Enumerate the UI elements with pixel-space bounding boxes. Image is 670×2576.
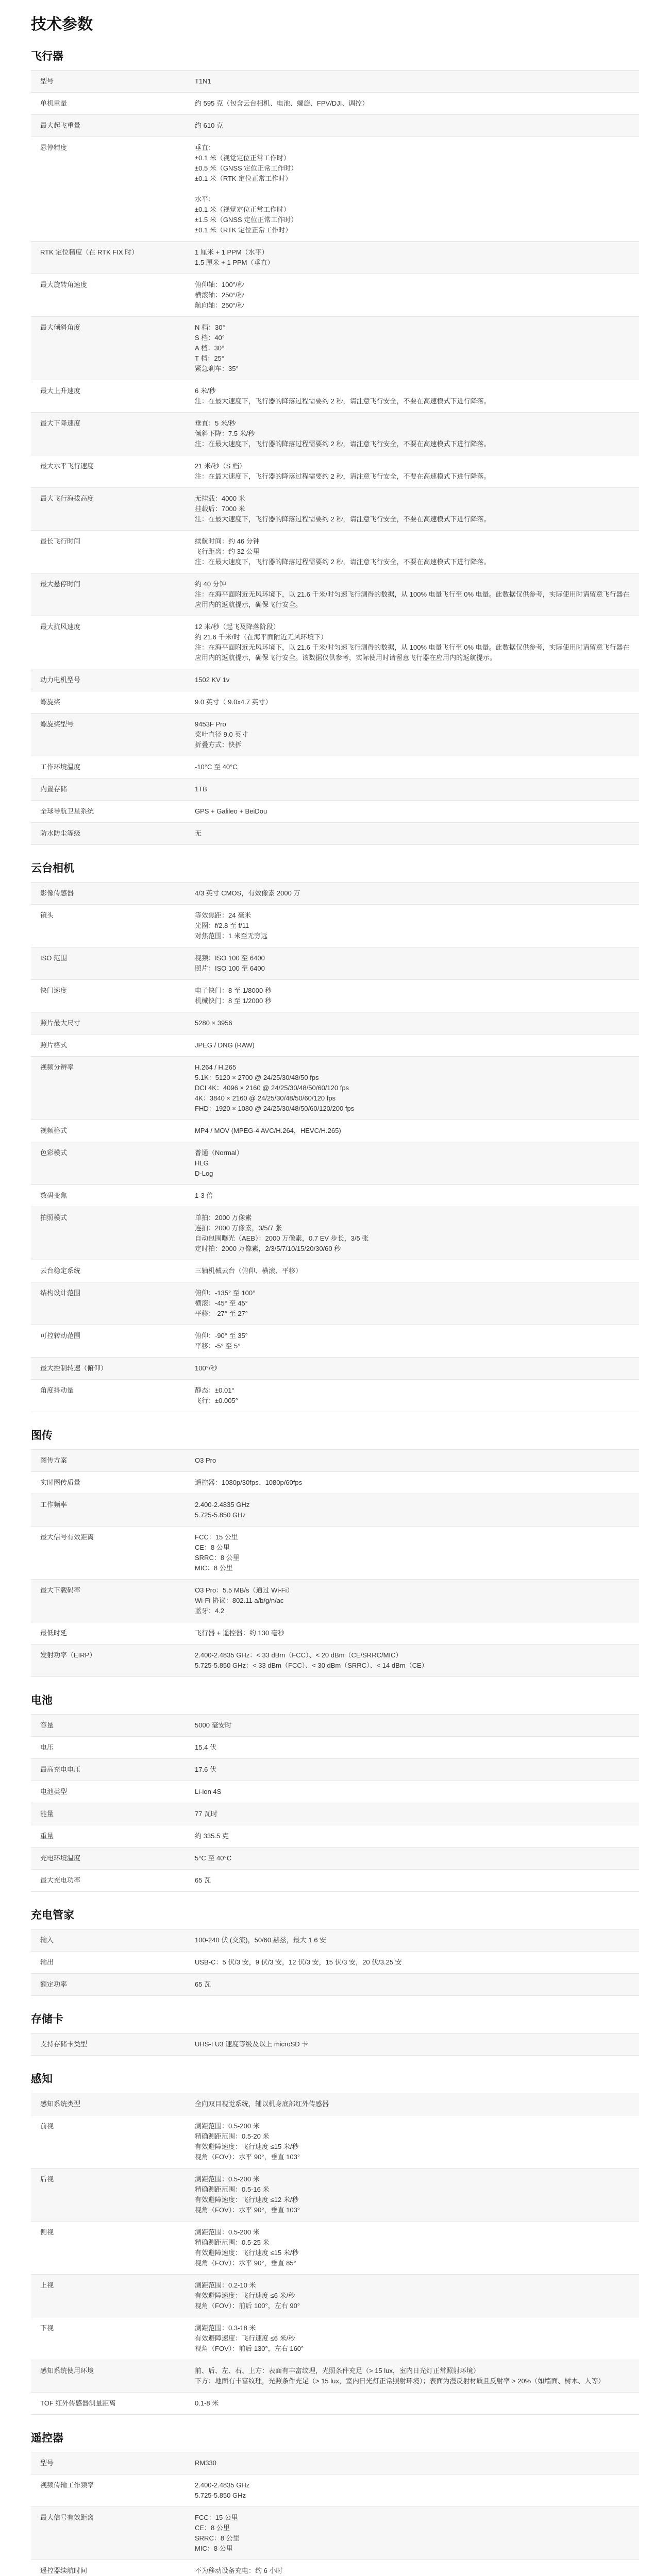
spec-row	[31, 778, 639, 801]
spec-value: 0.1-8 米	[195, 2399, 219, 2407]
spec-value: 21 米/秒（S 档） 注：在最大速度下，飞行器的降落过程需要约 2 秒，请注意飞行安全，不要在高速模式下进行降落。	[195, 462, 491, 480]
spec-value: 垂直：5 米/秒 倾斜下降：7.5 米/秒 注：在最大速度下，飞行器的降落过程需要约 2 秒，请注意飞行安全，不要在高速模式下进行降落。	[195, 419, 491, 448]
spec-section	[31, 1905, 639, 1996]
spec-key: 下视	[40, 2324, 54, 2332]
spec-row	[31, 2475, 639, 2507]
spec-section	[31, 1426, 639, 1677]
section-title: 云台相机	[31, 862, 74, 874]
spec-key: 全球导航卫星系统	[40, 807, 94, 815]
spec-key: 最大下载码率	[40, 1586, 81, 1594]
spec-key: 最大倾斜角度	[40, 324, 81, 331]
spec-row	[31, 2168, 639, 2222]
spec-value: 测距范围：0.2-10 米 有效避障速度：飞行速度 ≤6 米/秒 视角（FOV）：前后 100°，左右 90°	[195, 2281, 300, 2310]
spec-key: 实时图传质量	[40, 1479, 81, 1486]
spec-key: 工作频率	[40, 1501, 68, 1509]
spec-value: 5°C 至 40°C	[195, 1854, 232, 1862]
spec-value: 约 40 分钟 注：在海平面附近无风环境下，以 21.6 千米/时匀速飞行测得的数据，从 100% 电量飞行至 0% 电量。此数据仅供参考，实际使用时请留意飞行器在应用内的返航提示，确保飞行安全。	[195, 580, 630, 608]
spec-key: 容量	[40, 1721, 54, 1729]
spec-value: 无	[195, 829, 202, 837]
spec-value: 俯仰轴：100°/秒 横滚轴：250°/秒 航向轴：250°/秒	[195, 281, 244, 309]
spec-value: GPS + Galileo + BeiDou	[195, 807, 267, 815]
spec-row	[31, 1737, 639, 1759]
spec-row	[31, 1974, 639, 1996]
spec-value: O3 Pro：5.5 MB/s（通过 Wi-Fi） Wi-Fi 协议：802.11 a/b/g/n/ac 蓝牙：4.2	[195, 1586, 294, 1615]
spec-row	[31, 691, 639, 714]
spec-key: 防水防尘等级	[40, 829, 81, 837]
spec-key: 单机重量	[40, 99, 68, 107]
spec-value: 单拍：2000 万像素 连拍：2000 万像素，3/5/7 张 自动包围曝光（AEB）：2000 万像素，0.7 EV 步长，3/5 张 定时拍：2000 万像素，2/3/5/7/10/15/20/30/60 秒	[195, 1214, 369, 1252]
spec-row	[31, 1759, 639, 1781]
spec-value: 普通（Normal） HLG D-Log	[195, 1149, 243, 1177]
spec-value: USB-C：5 伏/3 安，9 伏/3 安，12 伏/3 安，15 伏/3 安，20 伏/3.25 安	[195, 1958, 402, 1966]
spec-row	[31, 71, 639, 93]
spec-row	[31, 1282, 639, 1325]
spec-table	[31, 1929, 639, 1996]
spec-row	[31, 2507, 639, 2560]
spec-value: 1 厘米 + 1 PPM（水平） 1.5 厘米 + 1 PPM（垂直）	[195, 248, 274, 266]
spec-key: 工作环境温度	[40, 763, 81, 771]
spec-section	[31, 1690, 639, 1892]
spec-row	[31, 573, 639, 616]
spec-value: 全向双目视觉系统，辅以机身底部红外传感器	[195, 2100, 329, 2108]
spec-key: 结构设计范围	[40, 1289, 81, 1297]
spec-row	[31, 1142, 639, 1185]
spec-key: TOF 红外传感器测量距离	[40, 2399, 116, 2407]
spec-value: O3 Pro	[195, 1456, 216, 1464]
spec-row	[31, 883, 639, 905]
spec-value: 静态：±0.01° 飞行：±0.005°	[195, 1386, 238, 1404]
spec-value: N 档：30° S 档：40° A 档：30° T 档：25° 紧急刹车：35°	[195, 324, 239, 372]
spec-section	[31, 2009, 639, 2056]
spec-row	[31, 2115, 639, 2168]
spec-key: 最大抗风速度	[40, 623, 81, 631]
spec-table	[31, 2452, 639, 2576]
spec-row	[31, 1120, 639, 1142]
spec-value: 视频：ISO 100 至 6400 照片：ISO 100 至 6400	[195, 954, 265, 972]
spec-key: 数码变焦	[40, 1192, 68, 1199]
spec-row	[31, 1185, 639, 1207]
spec-value: 2.400-2.4835 GHz：< 33 dBm（FCC）、< 20 dBm（CE/SRRC/MIC） 5.725-5.850 GHz：< 33 dBm（FCC）、< 30 dBm（SRRC）、< 14 dBm（CE）	[195, 1651, 428, 1669]
spec-row	[31, 1380, 639, 1412]
spec-row	[31, 1870, 639, 1892]
spec-key: 充电环境温度	[40, 1854, 81, 1862]
spec-row	[31, 1325, 639, 1358]
spec-key: 色彩模式	[40, 1149, 68, 1157]
spec-table	[31, 1449, 639, 1677]
section-title: 电池	[31, 1694, 53, 1706]
spec-value: 等效焦距：24 毫米 光圈：f/2.8 至 f/11 对焦范围：1 米至无穷远	[195, 911, 267, 940]
spec-key: 视频格式	[40, 1127, 68, 1134]
spec-row	[31, 2393, 639, 2415]
spec-key: 照片格式	[40, 1041, 68, 1049]
spec-row	[31, 2317, 639, 2360]
spec-key: 最大控制转速（俯仰）	[40, 1364, 108, 1372]
spec-value: 电子快门：8 至 1/8000 秒 机械快门：8 至 1/2000 秒	[195, 987, 272, 1005]
spec-key: 最大水平飞行速度	[40, 462, 94, 470]
spec-value: 2.400-2.4835 GHz 5.725-5.850 GHz	[195, 2481, 250, 2499]
spec-key: 输入	[40, 1936, 54, 1944]
spec-value: 5280 × 3956	[195, 1019, 232, 1027]
spec-row	[31, 1715, 639, 1737]
spec-row	[31, 115, 639, 137]
section-title: 充电管家	[31, 1909, 74, 1921]
spec-key: 能量	[40, 1810, 54, 1818]
spec-key: 额定功率	[40, 1980, 68, 1988]
spec-table	[31, 882, 639, 1412]
spec-value: 续航时间：约 46 分钟 飞行距离：约 32 公里 注：在最大速度下，飞行器的降落过程需要约 2 秒，请注意飞行安全，不要在高速模式下进行降落。	[195, 537, 491, 566]
spec-row	[31, 1358, 639, 1380]
spec-value: 俯仰：-135° 至 100° 横滚：-45° 至 45° 平移：-27° 至 27°	[195, 1289, 256, 1317]
spec-row	[31, 947, 639, 980]
spec-value: 测距范围：0.5-200 米 精确测距范围：0.5-16 米 有效避障速度：飞行速度 ≤12 米/秒 视角（FOV）：水平 90°，垂直 103°	[195, 2175, 300, 2214]
spec-value: 1-3 倍	[195, 1192, 213, 1199]
spec-value: 100°/秒	[195, 1364, 217, 1372]
spec-row	[31, 1035, 639, 1057]
spec-key: 后视	[40, 2175, 54, 2183]
spec-key: 照片最大尺寸	[40, 1019, 81, 1027]
spec-row	[31, 93, 639, 115]
spec-key: 最高充电电压	[40, 1766, 81, 1773]
spec-key: 感知系统类型	[40, 2100, 81, 2108]
spec-value: 77 瓦时	[195, 1810, 218, 1818]
spec-row	[31, 2275, 639, 2317]
spec-value: 俯仰：-90° 至 35° 平移：-5° 至 5°	[195, 1332, 248, 1350]
spec-row	[31, 905, 639, 947]
spec-key: 螺旋桨型号	[40, 720, 74, 728]
spec-value: 15.4 伏	[195, 1743, 216, 1751]
spec-value: H.264 / H.265 5.1K：5120 × 2700 @ 24/25/30/48/50 fps DCI 4K：4096 × 2160 @ 24/25/30/48/50/60/120 fps 4K：3840 × 2160 @ 24/25/30/48/50/60/120 fps FHD：1920 × 1080 @ 24/25/30/48/50/60/120/200 fps	[195, 1063, 355, 1112]
spec-row	[31, 1929, 639, 1952]
spec-value: 1TB	[195, 785, 207, 793]
section-title: 飞行器	[31, 50, 63, 62]
spec-value: 4/3 英寸 CMOS，有效像素 2000 万	[195, 889, 300, 897]
spec-key: 最大信号有效距离	[40, 1533, 94, 1541]
spec-key: 最大飞行海拔高度	[40, 495, 94, 502]
spec-row	[31, 137, 639, 242]
section-title: 存储卡	[31, 2013, 63, 2025]
spec-table	[31, 2033, 639, 2056]
spec-row	[31, 616, 639, 669]
spec-key: 视频分辨率	[40, 1063, 74, 1071]
spec-table	[31, 2093, 639, 2415]
spec-value: 飞行器 + 遥控器：约 130 毫秒	[195, 1629, 284, 1637]
spec-key: 最大信号有效距离	[40, 2514, 94, 2521]
spec-value: T1N1	[195, 77, 211, 85]
section-title: 感知	[31, 2073, 53, 2085]
spec-key: 角度抖动量	[40, 1386, 74, 1394]
spec-row	[31, 1848, 639, 1870]
spec-row	[31, 669, 639, 691]
spec-key: 内置存储	[40, 785, 68, 793]
spec-row	[31, 2360, 639, 2393]
spec-key: 视频传输工作频率	[40, 2481, 94, 2489]
spec-key: 悬停精度	[40, 144, 68, 151]
spec-row	[31, 1781, 639, 1803]
spec-key: RTK 定位精度（在 RTK FIX 时）	[40, 248, 139, 256]
spec-key: 最大充电功率	[40, 1876, 81, 1884]
spec-key: 可控转动范围	[40, 1332, 81, 1340]
spec-key: 快门速度	[40, 987, 68, 994]
spec-row	[31, 1622, 639, 1645]
spec-row	[31, 531, 639, 573]
spec-key: 拍照模式	[40, 1214, 68, 1222]
spec-row	[31, 2033, 639, 2056]
spec-row	[31, 1207, 639, 1260]
spec-key: 螺旋桨	[40, 698, 61, 706]
spec-value: 100-240 伏 (交流)，50/60 赫兹，最大 1.6 安	[195, 1936, 327, 1944]
spec-row	[31, 1494, 639, 1527]
spec-value: 65 瓦	[195, 1980, 211, 1988]
spec-section	[31, 46, 639, 845]
spec-key: 上视	[40, 2281, 54, 2289]
spec-key: 最大旋转角速度	[40, 281, 88, 289]
spec-row	[31, 413, 639, 455]
section-title: 遥控器	[31, 2432, 63, 2444]
page-title: 技术参数	[31, 16, 93, 33]
section-title: 图传	[31, 1430, 53, 1442]
spec-value: 无挂载：4000 米 挂载后：7000 米 注：在最大速度下，飞行器的降落过程需要约 2 秒，请注意飞行安全，不要在高速模式下进行降落。	[195, 495, 491, 523]
spec-row	[31, 756, 639, 778]
spec-row	[31, 2093, 639, 2115]
spec-value: 约 595 克（包含云台相机、电池、螺旋、FPV/DJI、调控）	[195, 99, 369, 107]
spec-key: 动力电机型号	[40, 676, 81, 684]
spec-key: 电压	[40, 1743, 54, 1751]
spec-value: FCC：15 公里 CE：8 公里 SRRC：8 公里 MIC：8 公里	[195, 1533, 240, 1572]
spec-value: -10°C 至 40°C	[195, 763, 238, 771]
spec-row	[31, 823, 639, 845]
spec-value: 2.400-2.4835 GHz 5.725-5.850 GHz	[195, 1501, 250, 1519]
spec-row	[31, 242, 639, 274]
spec-key: 云台稳定系统	[40, 1267, 81, 1275]
spec-value: 9453F Pro 桨叶直径 9.0 英寸 折叠方式：快拆	[195, 720, 248, 749]
spec-value: UHS-I U3 速度等级及以上 microSD 卡	[195, 2040, 309, 2048]
spec-value: 三轴机械云台（俯仰、横滚、平移）	[195, 1267, 303, 1275]
spec-row	[31, 2560, 639, 2576]
spec-row	[31, 1472, 639, 1494]
spec-key: 图传方案	[40, 1456, 68, 1464]
spec-row	[31, 1825, 639, 1848]
spec-key: 型号	[40, 77, 54, 85]
spec-value: 不为移动设备充电：约 6 小时	[195, 2567, 283, 2574]
spec-row	[31, 980, 639, 1012]
spec-key: 遥控器续航时间	[40, 2567, 88, 2574]
spec-row	[31, 1527, 639, 1580]
spec-row	[31, 2452, 639, 2475]
spec-row	[31, 488, 639, 531]
spec-key: 感知系统使用环境	[40, 2367, 94, 2375]
spec-key: 支持存储卡类型	[40, 2040, 88, 2048]
spec-row	[31, 1450, 639, 1472]
spec-value: RM330	[195, 2459, 216, 2467]
spec-key: 侧视	[40, 2228, 54, 2236]
spec-row	[31, 380, 639, 413]
spec-value: 测距范围：0.5-200 米 精确测距范围：0.5-20 米 有效避障速度：飞行速度 ≤15 米/秒 视角（FOV）：水平 90°，垂直 103°	[195, 2122, 300, 2161]
spec-key: 最大悬停时间	[40, 580, 81, 588]
spec-value: 12 米/秒（起飞及降落阶段） 约 21.6 千米/时（在海平面附近无风环境下） 注：在海平面附近无风环境下，以 21.6 千米/时匀速飞行测得的数据，从 100% 电量飞行至 0% 电量。此数据仅供参考，实际使用时请留意飞行器在应用内的返航提示，确保飞行安全。该数据仅供参考，实际使用时请留意飞行器在应用内的返航提示。	[195, 623, 630, 662]
spec-key: 电池类型	[40, 1788, 68, 1795]
spec-row	[31, 1803, 639, 1825]
spec-value: 65 瓦	[195, 1876, 211, 1884]
spec-value: 6 米/秒 注：在最大速度下，飞行器的降落过程需要约 2 秒，请注意飞行安全，不要在高速模式下进行降落。	[195, 387, 491, 405]
spec-value: 遥控器：1080p/30fps、1080p/60fps	[195, 1479, 303, 1486]
spec-section	[31, 2428, 639, 2576]
spec-key: 最大下降速度	[40, 419, 81, 427]
spec-row	[31, 1057, 639, 1120]
spec-key: 最大上升速度	[40, 387, 81, 395]
spec-value: 测距范围：0.3-18 米 有效避障速度：飞行速度 ≤6 米/秒 视角（FOV）：前后 130°，左右 160°	[195, 2324, 304, 2352]
spec-row	[31, 2222, 639, 2275]
spec-value: 1502 KV 1v	[195, 676, 230, 684]
spec-value: 测距范围：0.5-200 米 精确测距范围：0.5-25 米 有效避障速度：飞行速度 ≤15 米/秒 视角（FOV）：水平 90°，垂直 85°	[195, 2228, 299, 2267]
spec-row	[31, 274, 639, 317]
spec-row	[31, 317, 639, 380]
spec-sections	[31, 46, 639, 2576]
spec-value: JPEG / DNG (RAW)	[195, 1041, 255, 1049]
spec-key: 镜头	[40, 911, 54, 919]
spec-value: 9.0 英寸（ 9.0x4.7 英寸）	[195, 698, 272, 706]
spec-value: FCC：15 公里 CE：8 公里 SRRC：8 公里 MIC：8 公里	[195, 2514, 240, 2552]
spec-key: 最低时延	[40, 1629, 68, 1637]
spec-section	[31, 2069, 639, 2415]
spec-key: 输出	[40, 1958, 54, 1966]
spec-value: 垂直： ±0.1 米（视觉定位正常工作时） ±0.5 米（GNSS 定位正常工作时） ±0.1 米（RTK 定位正常工作时） 水平： ±0.1 米（视觉定位正常工作时） ±1.5 米（GNSS 定位正常工作时） ±0.1 米（RTK 定位正常工作时）	[195, 144, 298, 234]
spec-value: 5000 毫安时	[195, 1721, 232, 1729]
spec-key: 影像传感器	[40, 889, 74, 897]
spec-key: 最大起飞重量	[40, 122, 81, 129]
spec-table	[31, 1714, 639, 1892]
spec-key: 最长飞行时间	[40, 537, 81, 545]
spec-key: 型号	[40, 2459, 54, 2467]
spec-row	[31, 1952, 639, 1974]
spec-row	[31, 1012, 639, 1035]
spec-key: 发射功率（EIRP）	[40, 1651, 96, 1659]
spec-value: MP4 / MOV (MPEG-4 AVC/H.264，HEVC/H.265)	[195, 1127, 341, 1134]
spec-key: 重量	[40, 1832, 54, 1840]
spec-key: 前视	[40, 2122, 54, 2130]
spec-row	[31, 1260, 639, 1282]
spec-row	[31, 714, 639, 756]
spec-table	[31, 70, 639, 845]
spec-row	[31, 801, 639, 823]
spec-value: 约 610 克	[195, 122, 223, 129]
spec-value: 17.6 伏	[195, 1766, 216, 1773]
spec-row	[31, 455, 639, 488]
spec-value: 约 335.5 克	[195, 1832, 229, 1840]
spec-row	[31, 1645, 639, 1677]
spec-value: Li-ion 4S	[195, 1788, 222, 1795]
spec-key: ISO 范围	[40, 954, 68, 962]
spec-value: 前、后、左、右、上方：表面有丰富纹理，光照条件充足（> 15 lux，室内日光灯正常照射环境） 下方：地面有丰富纹理，光照条件充足（> 15 lux，室内日光灯正常照射环境）；表面为漫反射材质且反射率 > 20%（如墙面、树木、人等）	[195, 2367, 605, 2385]
spec-section	[31, 858, 639, 1412]
spec-row	[31, 1580, 639, 1622]
